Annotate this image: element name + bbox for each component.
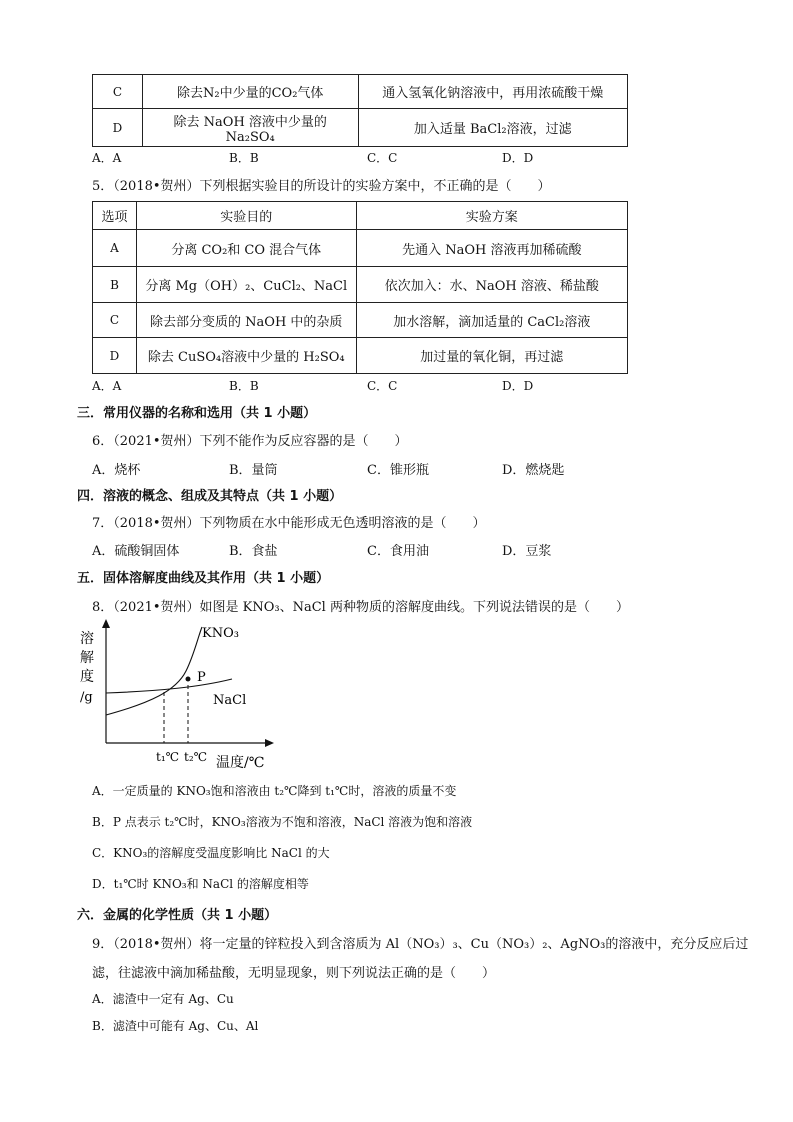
q4-answer-d: D．D: [502, 151, 534, 165]
plan-cell: 加过量的氧化铜，再过滤: [356, 338, 627, 374]
purpose-cell: 分离 Mg（OH）₂、CuCl₂、NaCl: [136, 267, 356, 303]
x-tick-t2: t₂℃: [184, 750, 208, 764]
table-row: [93, 230, 628, 267]
option-cell: D: [93, 109, 143, 147]
purpose-cell: 除去N₂中少量的CO₂气体: [142, 75, 358, 109]
q8-option-a: A．一定质量的 KNO₃饱和溶液由 t₂℃降到 t₁℃时，溶液的质量不变: [92, 784, 457, 798]
section-3-title: 三．常用仪器的名称和选用（共 1 小题）: [77, 406, 317, 421]
q7-option-d: D．豆浆: [502, 544, 552, 559]
q8-stem: 8．（2021•贺州）如图是 KNO₃、NaCl 两种物质的溶解度曲线。下列说法错误的是（ ）: [92, 600, 629, 615]
option-cell: C: [93, 303, 137, 338]
plan-cell: 加水溶解，滴加适量的 CaCl₂溶液: [356, 303, 627, 338]
q8-option-c: C．KNO₃的溶解度受温度影响比 NaCl 的大: [92, 846, 330, 860]
q9-stem-line1: 9．（2018•贺州）将一定量的锌粒投入到含溶质为 Al（NO₃）₃、Cu（NO₃）₂、AgNO₃的溶液中，充分反应后过: [92, 937, 749, 952]
q5-stem: 5．（2018•贺州）下列根据实验目的所设计的实验方案中，不正确的是（ ）: [92, 179, 551, 194]
q7-option-b: B．食盐: [229, 544, 278, 559]
q8-option-d: D．t₁℃时 KNO₃和 NaCl 的溶解度相等: [92, 877, 309, 891]
option-cell: A: [93, 230, 137, 267]
q9-option-b: B．滤渣中可能有 Ag、Cu、Al: [92, 1019, 259, 1033]
purpose-cell: 分离 CO₂和 CO 混合气体: [136, 230, 356, 267]
option-cell: B: [93, 267, 137, 303]
option-cell: C: [93, 75, 143, 109]
y-label-char-4: /g: [80, 690, 93, 705]
q4-table: [92, 74, 628, 147]
point-p-label: P: [197, 670, 206, 685]
q6-option-c: C．锥形瓶: [367, 463, 429, 478]
x-axis-label: 温度/℃: [216, 755, 265, 771]
x-axis-arrow: [265, 739, 274, 747]
header-plan: 实验方案: [356, 202, 627, 230]
q6-option-a: A．烧杯: [92, 463, 141, 478]
y-axis-arrow: [102, 619, 110, 628]
header-option: 选项: [93, 202, 137, 230]
table-row: [93, 75, 628, 109]
section-5-title: 五．固体溶解度曲线及其作用（共 1 小题）: [77, 571, 330, 586]
q5-table: [92, 201, 628, 374]
table-header-row: [93, 202, 628, 230]
plan-cell: 依次加入：水、NaOH 溶液、稀盐酸: [356, 267, 627, 303]
purpose-cell: 除去 CuSO₄溶液中少量的 H₂SO₄: [136, 338, 356, 374]
q7-stem: 7．（2018•贺州）下列物质在水中能形成无色透明溶液的是（ ）: [92, 516, 486, 531]
table-row: [93, 109, 628, 147]
q5-answer-a: A．A: [92, 379, 122, 393]
section-4-title: 四．溶液的概念、组成及其特点（共 1 小题）: [77, 489, 343, 504]
y-label-char-3: 度: [80, 669, 94, 685]
table-row: [93, 303, 628, 338]
q4-answer-a: A．A: [92, 151, 122, 165]
header-purpose: 实验目的: [136, 202, 356, 230]
y-label-char-1: 溶: [80, 631, 94, 647]
q6-option-d: D．燃烧匙: [502, 463, 565, 478]
q4-answer-b: B．B: [229, 151, 259, 165]
nacl-curve: [106, 679, 232, 693]
q6-option-b: B．量筒: [229, 463, 278, 478]
purpose-cell: 除去 NaOH 溶液中少量的 Na₂SO₄: [142, 109, 358, 147]
q7-option-c: C．食用油: [367, 544, 429, 559]
table-row: [93, 267, 628, 303]
q6-stem: 6．（2021•贺州）下列不能作为反应容器的是（ ）: [92, 434, 408, 449]
nacl-label: NaCl: [213, 693, 247, 708]
table-row: [93, 338, 628, 374]
plan-cell: 加入适量 BaCl₂溶液，过滤: [358, 109, 627, 147]
q5-answer-b: B．B: [229, 379, 259, 393]
q5-answer-c: C．C: [367, 379, 398, 393]
section-6-title: 六．金属的化学性质（共 1 小题）: [77, 908, 278, 923]
x-tick-t1: t₁℃: [156, 750, 180, 764]
point-p: [186, 677, 191, 682]
plan-cell: 通入氢氧化钠溶液中，再用浓硫酸干燥: [358, 75, 627, 109]
q9-option-a: A．滤渣中一定有 Ag、Cu: [92, 992, 234, 1006]
kno3-label: KNO₃: [202, 626, 239, 641]
q8-option-b: B．P 点表示 t₂℃时，KNO₃溶液为不饱和溶液，NaCl 溶液为饱和溶液: [92, 815, 473, 829]
solubility-chart: [70, 615, 280, 775]
q9-stem-line2: 滤，往滤液中滴加稀盐酸，无明显现象，则下列说法正确的是（ ）: [92, 966, 496, 981]
q5-answer-d: D．D: [502, 379, 534, 393]
y-label-char-2: 解: [80, 650, 94, 666]
q4-answer-c: C．C: [367, 151, 398, 165]
purpose-cell: 除去部分变质的 NaOH 中的杂质: [136, 303, 356, 338]
option-cell: D: [93, 338, 137, 374]
plan-cell: 先通入 NaOH 溶液再加稀硫酸: [356, 230, 627, 267]
q7-option-a: A．硫酸铜固体: [92, 544, 180, 559]
